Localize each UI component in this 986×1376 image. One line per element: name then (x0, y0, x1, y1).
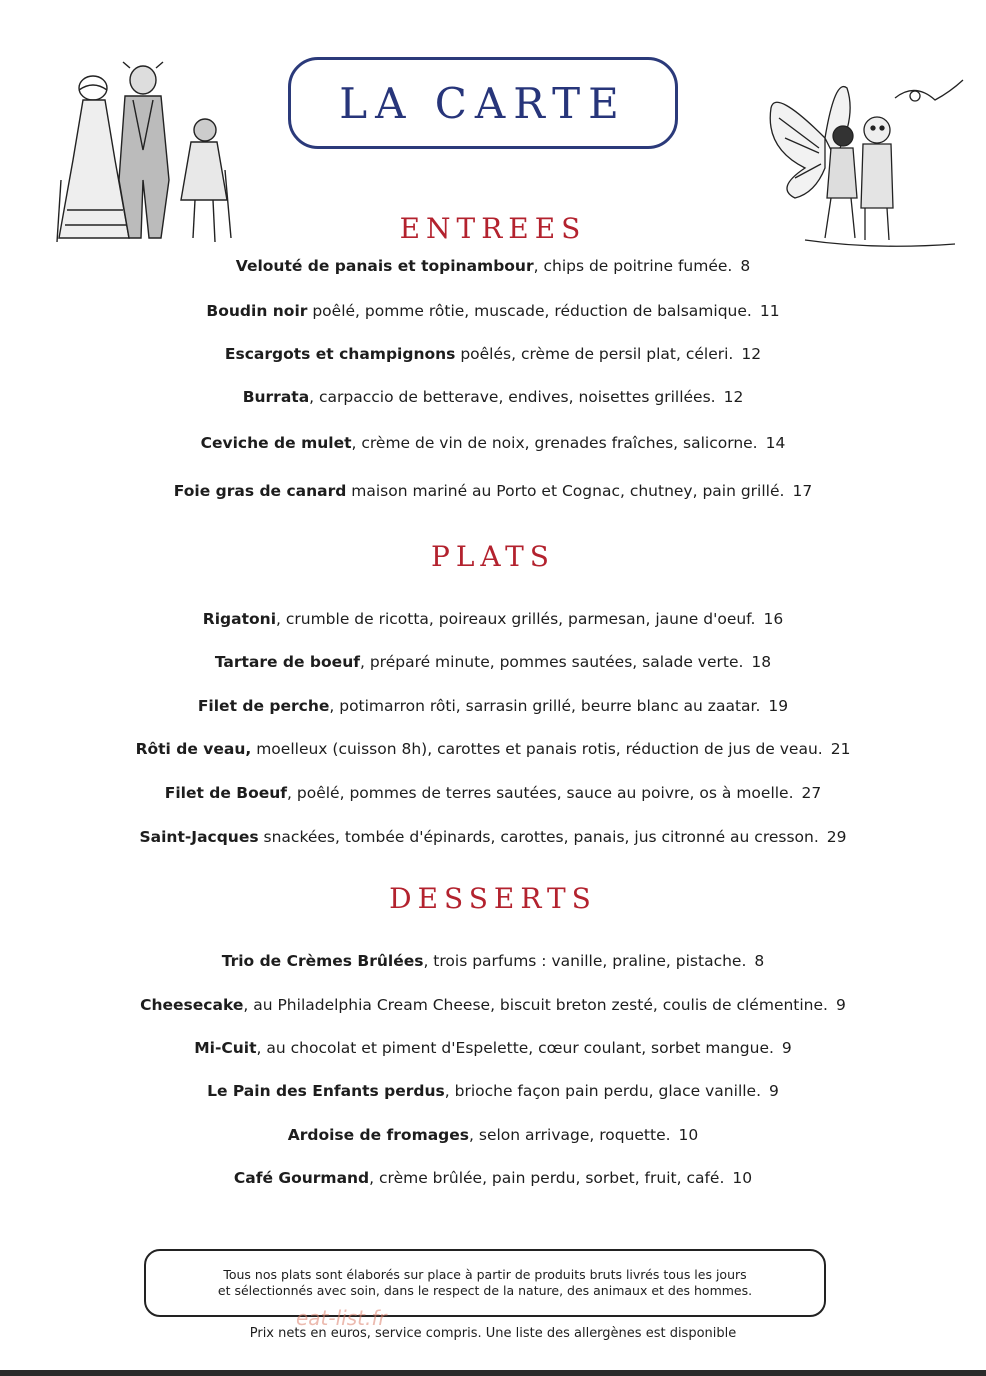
watermark: eat-list.fr (296, 1306, 387, 1330)
menu-item-description: poêlés, crème de persil plat, céleri. (455, 345, 734, 363)
menu-item (0, 952, 986, 970)
menu-item (0, 653, 986, 671)
menu-item-price: 9 (835, 996, 846, 1014)
menu-item (0, 1169, 986, 1187)
menu-item (0, 828, 986, 846)
menu-item (0, 996, 986, 1014)
menu-item-description: snackées, tombée d'épinards, carottes, panais, jus citronné au cresson. (258, 828, 819, 846)
menu-item-name: Foie gras de canard (173, 482, 347, 500)
menu-item-price: 11 (759, 302, 780, 320)
menu-item-price: 19 (768, 697, 789, 715)
menu-item-name: Velouté de panais et topinambour (235, 257, 534, 275)
menu-item-name: Café Gourmand (233, 1169, 370, 1187)
menu-item-name: Cheesecake (140, 996, 244, 1014)
menu-item-name: Le Pain des Enfants perdus (207, 1082, 445, 1100)
menu-item-description: moelleux (cuisson 8h), carottes et panais rotis, réduction de jus de veau. (251, 740, 823, 758)
menu-item-description: , au Philadelphia Cream Cheese, biscuit breton zesté, coulis de clémentine. (243, 996, 828, 1014)
menu-item-name: Ceviche de mulet (200, 434, 352, 452)
menu-item-description: , poêlé, pommes de terres sautées, sauce au poivre, os à moelle. (287, 784, 794, 802)
section-title-plats: PLATS (431, 540, 555, 573)
menu-item-name: Ardoise de fromages (287, 1126, 470, 1144)
menu-item-description: , chips de poitrine fumée. (533, 257, 733, 275)
menu-item (0, 697, 986, 715)
menu-item-price: 10 (732, 1169, 753, 1187)
menu-item-description: , potimarron rôti, sarrasin grillé, beurre blanc au zaatar. (329, 697, 761, 715)
menu-item (0, 784, 986, 802)
menu-item-description: , selon arrivage, roquette. (469, 1126, 671, 1144)
menu-item (0, 1082, 986, 1100)
menu-item (0, 610, 986, 628)
menu-item-price: 8 (754, 952, 765, 970)
page-title: LA CARTE (339, 78, 627, 128)
menu-item-name: Filet de Boeuf (164, 784, 288, 802)
footer-text: Prix nets en euros, service compris. Une liste des allergènes est disponible (249, 1326, 737, 1341)
menu-item (0, 1039, 986, 1057)
note-line-1: Tous nos plats sont élaborés sur place à partir de produits bruts livrés tous les jours (223, 1267, 747, 1282)
menu-item-price: 9 (769, 1082, 779, 1100)
menu-item (0, 434, 986, 452)
menu-item-name: Trio de Crèmes Brûlées (221, 952, 424, 970)
menu-item-price: 17 (792, 482, 813, 500)
menu-item-price: 10 (678, 1126, 699, 1144)
menu-item (0, 257, 986, 275)
menu-item (0, 740, 986, 758)
menu-item-description: , carpaccio de betterave, endives, noisettes grillées. (309, 388, 716, 406)
info-note (144, 1249, 826, 1317)
menu-item-price: 12 (741, 345, 762, 363)
menu-item-description: , au chocolat et piment d'Espelette, cœur coulant, sorbet mangue. (256, 1039, 774, 1057)
menu-item-name: Mi-Cuit (194, 1039, 257, 1057)
menu-item-description: , préparé minute, pommes sautées, salade verte. (359, 653, 744, 671)
menu-item-name: Rôti de veau, (135, 740, 252, 758)
menu-item-price: 18 (751, 653, 772, 671)
menu-item-name: Filet de perche (197, 697, 330, 715)
menu-item-description: , crème de vin de noix, grenades fraîches, salicorne. (351, 434, 758, 452)
menu-item-name: Escargots et champignons (224, 345, 456, 363)
menu-item-name: Saint-Jacques (139, 828, 259, 846)
section-title-desserts: DESSERTS (389, 882, 597, 915)
menu-item (0, 388, 986, 406)
menu-item-description: maison mariné au Porto et Cognac, chutney, pain grillé. (346, 482, 785, 500)
menu-item-price: 12 (723, 388, 744, 406)
menu-item (0, 1126, 986, 1144)
title-box (288, 57, 678, 149)
menu-item-description: , brioche façon pain perdu, glace vanille. (444, 1082, 762, 1100)
menu-item (0, 345, 986, 363)
menu-item-price: 9 (781, 1039, 792, 1057)
menu-item-name: Burrata (242, 388, 310, 406)
bottom-bar (0, 1370, 986, 1376)
menu-item-price: 21 (830, 740, 851, 758)
note-line-2: et sélectionnés avec soin, dans le respect de la nature, des animaux et des hommes. (217, 1283, 753, 1298)
menu-item-description: , crème brûlée, pain perdu, sorbet, fruit, café. (369, 1169, 725, 1187)
menu-item-price: 14 (765, 434, 786, 452)
menu-item-description: poêlé, pomme rôtie, muscade, réduction de balsamique. (307, 302, 752, 320)
menu-item (0, 482, 986, 500)
menu-item-description: , trois parfums : vanille, praline, pistache. (423, 952, 747, 970)
menu-item-price: 8 (740, 257, 751, 275)
menu-item-name: Tartare de boeuf (214, 653, 360, 671)
menu-item-name: Rigatoni (202, 610, 277, 628)
menu-item-price: 29 (826, 828, 847, 846)
menu-item (0, 302, 986, 320)
section-title-entrees: ENTREES (399, 212, 587, 245)
menu-item-name: Boudin noir (206, 302, 308, 320)
menu-item-price: 27 (801, 784, 822, 802)
menu-item-price: 16 (763, 610, 784, 628)
menu-item-description: , crumble de ricotta, poireaux grillés, parmesan, jaune d'oeuf. (276, 610, 756, 628)
